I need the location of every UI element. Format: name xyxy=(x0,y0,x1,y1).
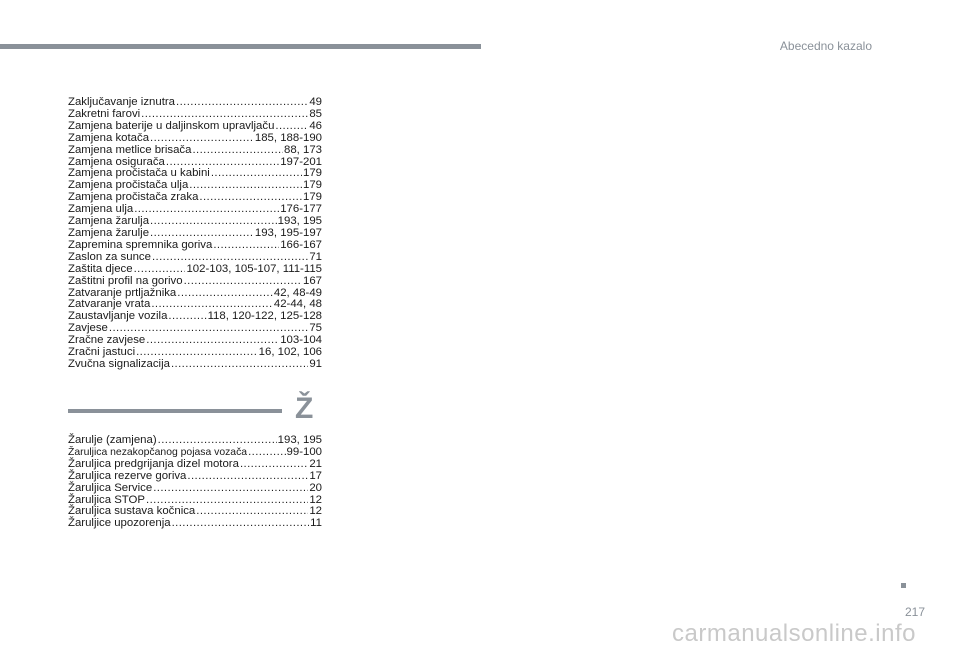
index-pages: 167 xyxy=(302,274,322,287)
dot-leader xyxy=(150,133,254,145)
index-term: Žarulje (zamjena) xyxy=(68,434,157,446)
index-entry xyxy=(68,483,322,495)
dot-leader xyxy=(240,459,308,471)
index-term: Zamjena žarulja xyxy=(68,215,150,228)
index-term: Zamjena osigurača xyxy=(68,155,165,168)
dot-leader xyxy=(196,506,308,518)
index-pages: 12 xyxy=(309,505,322,518)
watermark: carmanualsonline.info xyxy=(672,620,916,647)
index-entry xyxy=(68,133,322,145)
index-term: Zatvaranje prtljažnika xyxy=(68,286,177,299)
index-term: Žaruljica sustava kočnica xyxy=(68,505,196,518)
index-entry xyxy=(68,252,322,264)
index-pages: 11 xyxy=(310,517,322,530)
page-marker-square xyxy=(901,583,906,588)
dot-leader xyxy=(184,276,302,288)
dot-leader xyxy=(153,483,308,495)
index-term: Zamjena pročistača zraka xyxy=(68,191,199,204)
index-term: Zaštita djece xyxy=(68,262,133,275)
dot-leader xyxy=(177,288,273,300)
dot-leader xyxy=(189,180,302,192)
index-pages: 75 xyxy=(309,322,322,335)
index-entry xyxy=(68,240,322,252)
index-term: Zračni jastuci xyxy=(68,346,136,359)
index-term: Zamjena pročistača ulja xyxy=(68,179,189,192)
dot-leader xyxy=(172,518,310,530)
index-term: Zamjena kotača xyxy=(68,131,150,144)
dot-leader xyxy=(171,359,308,371)
index-term: Žaruljica STOP xyxy=(68,493,146,506)
index-pages: 193, 195 xyxy=(277,215,322,228)
index-term: Žaruljica predgrijanja dizel motora xyxy=(68,457,239,470)
index-pages: 42-44, 48 xyxy=(273,298,322,311)
index-pages: 193, 195 xyxy=(277,434,322,446)
index-term: Zatvaranje vrata xyxy=(68,298,151,311)
header-rule xyxy=(0,44,481,49)
index-pages: 88, 173 xyxy=(283,143,322,156)
index-term: Žaruljica Service xyxy=(68,481,153,494)
index-pages: 12 xyxy=(309,493,322,506)
dot-leader xyxy=(275,121,308,133)
index-term: Zamjena žarulje xyxy=(68,226,150,239)
index-pages: 118, 120-122, 125-128 xyxy=(207,310,322,323)
page-number: 217 xyxy=(904,605,925,619)
index-entry xyxy=(68,359,322,371)
index-term: Zaštitni profil na gorivo xyxy=(68,274,183,287)
index-pages: 42, 48-49 xyxy=(273,286,322,299)
index-pages: 179 xyxy=(302,167,322,180)
index-entry xyxy=(68,145,322,157)
dot-leader xyxy=(134,204,279,216)
dot-leader xyxy=(152,252,308,264)
index-term: Žaruljice upozorenja xyxy=(68,517,171,530)
index-pages: 21 xyxy=(309,457,322,470)
index-entry xyxy=(68,276,322,288)
index-term: Zaustavljanje vozila xyxy=(68,310,168,323)
index-term: Žaruljica nezakopčanog pojasa vozača xyxy=(68,446,248,458)
index-term: Zakretni farovi xyxy=(68,107,141,120)
index-term: Zvučna signalizacija xyxy=(68,357,170,370)
index-pages: 103-104 xyxy=(280,334,322,347)
index-entry xyxy=(68,264,322,276)
index-pages: 71 xyxy=(309,250,322,263)
index-pages: 16, 102, 106 xyxy=(258,346,322,359)
index-term: Zamjena ulja xyxy=(68,203,134,216)
index-pages: 102-103, 105-107, 111-115 xyxy=(186,262,322,275)
index-entry xyxy=(68,435,322,447)
index-pages: 176-177 xyxy=(280,203,322,216)
dot-leader xyxy=(158,435,277,447)
dot-leader xyxy=(248,447,285,459)
index-pages: 49 xyxy=(309,96,322,108)
index-list-z xyxy=(68,97,322,371)
index-pages: 85 xyxy=(309,107,322,120)
index-list-zh xyxy=(68,435,322,530)
dot-leader xyxy=(134,264,186,276)
index-pages: 179 xyxy=(302,191,322,204)
index-pages: 185, 188-190 xyxy=(254,131,322,144)
index-pages: 46 xyxy=(309,119,322,132)
index-term: Zavjese xyxy=(68,322,108,335)
index-term: Zapremina spremnika goriva xyxy=(68,238,213,251)
dot-leader xyxy=(192,145,283,157)
dot-leader xyxy=(187,471,308,483)
index-entry xyxy=(68,518,322,530)
dot-leader xyxy=(213,240,279,252)
index-pages: 20 xyxy=(309,481,322,494)
index-pages: 179 xyxy=(302,179,322,192)
letter-heading: Ž xyxy=(295,392,314,425)
index-pages: 17 xyxy=(309,469,322,482)
index-pages: 197-201 xyxy=(280,155,322,168)
index-pages: 166-167 xyxy=(280,238,322,251)
index-term: Žaruljica rezerve goriva xyxy=(68,469,187,482)
dot-leader xyxy=(168,311,206,323)
index-entry xyxy=(68,471,322,483)
index-pages: 99-100 xyxy=(286,445,322,458)
index-term: Zamjena metlice brisača xyxy=(68,143,192,156)
index-entry xyxy=(68,121,322,133)
index-term: Zračne zavjese xyxy=(68,334,146,347)
index-pages: 91 xyxy=(309,357,322,370)
index-term: Zamjena baterije u daljinskom upravljaču xyxy=(68,119,275,132)
letter-divider xyxy=(68,409,282,413)
index-term: Zaslon za sunce xyxy=(68,250,151,263)
index-pages: 193, 195-197 xyxy=(254,226,322,239)
dot-leader xyxy=(211,168,302,180)
dot-leader xyxy=(176,97,308,109)
index-term: Zaključavanje iznutra xyxy=(68,96,175,108)
index-term: Zamjena pročistača u kabini xyxy=(68,167,210,180)
index-entry xyxy=(68,459,322,471)
section-title: Abecedno kazalo xyxy=(779,39,872,53)
